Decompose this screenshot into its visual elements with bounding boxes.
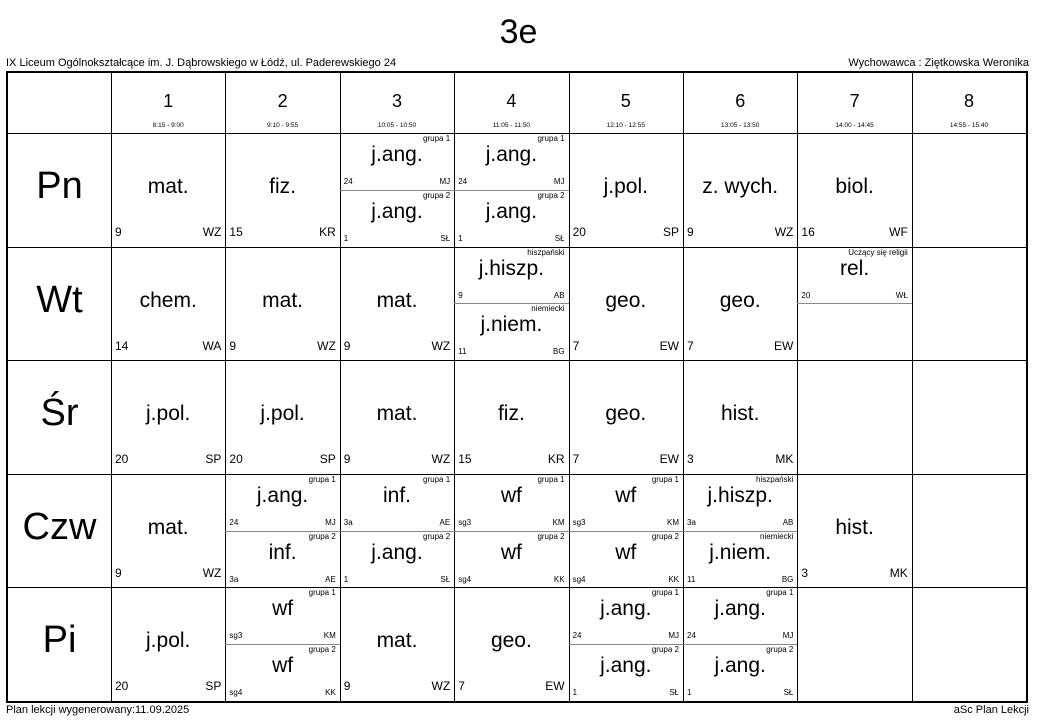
room-number: 9 [687,225,694,239]
lesson-cell [683,360,797,474]
group-label: grupa 1 [766,588,794,598]
lesson-subject: j.ang. [714,654,766,678]
teacher-code: KR [319,225,336,239]
group-label: Uczący się religii [848,247,908,257]
lesson-cell [454,360,568,474]
teacher-code: SP [205,452,222,467]
teacher-code: SŁ [554,233,565,243]
teacher-code: AE [439,517,451,527]
room-number: 1 [343,233,349,243]
group-divider [569,531,683,532]
teacher-code: KK [668,574,679,584]
lesson-subject: fiz. [497,402,525,426]
room-number: 9 [229,338,237,353]
lesson-cell [569,360,683,474]
teacher-code: KK [553,574,565,584]
teacher-code: WZ [431,338,451,353]
group-label: grupa 1 [423,134,451,143]
room-number: 14 [115,338,129,353]
period-time: 11:05 - 11:50 [492,122,531,129]
group-label: niemiecki [760,531,794,541]
lesson-subject: j.ang. [371,199,423,223]
room-number: 3a [343,517,353,527]
teacher-code: AB [553,290,565,300]
period-time: 14:55 - 15:40 [949,122,989,129]
lesson-subject: wf [272,654,294,678]
lesson-subject: j.ang. [256,483,309,507]
room-number: 20 [572,225,586,239]
room-number: 11 [458,347,467,357]
group-label: hiszpański [756,474,794,484]
group-label: grupa 2 [651,645,679,655]
lesson-subject: chem. [139,288,197,312]
teacher-code: EW [545,679,565,694]
group-label: grupa 2 [651,531,679,541]
lesson-subject: j.ang. [371,143,423,166]
lesson-cell [454,531,568,588]
room-number: sg3 [572,517,586,527]
room-number: 3 [801,565,809,580]
room-number: 20 [229,452,243,467]
room-number: 20 [115,679,129,694]
software-credit: aSc Plan Lekcji [953,704,1029,716]
period-header [912,73,1026,133]
teacher-code: EW [659,452,679,467]
teacher-code: KM [323,631,336,641]
group-label: grupa 1 [308,474,336,484]
lesson-subject: wf [500,540,522,564]
generated-date: Plan lekcji wygenerowany:11.09.2025 [6,704,190,716]
lesson-subject: wf [272,597,294,621]
lesson-cell [225,360,339,474]
lesson-cell [340,190,454,247]
room-number: sg4 [458,574,472,584]
lesson-subject: wf [615,540,637,564]
teacher-code: WA [202,338,222,353]
teacher-code: WZ [317,338,336,353]
period-time: 12:10 - 12:55 [606,122,645,129]
teacher-code: KM [552,517,565,527]
lesson-subject: wf [500,483,522,507]
lesson-subject: hist. [720,402,760,426]
lesson-cell [340,587,454,701]
teacher-code: AE [325,574,336,584]
lesson-cell [454,247,568,304]
day-label: Pn [36,165,83,207]
teacher-code: KK [325,688,336,698]
lesson-cell [225,587,339,644]
lesson-cell [569,474,683,531]
teacher-code: MJ [439,177,451,186]
group-label: grupa 2 [537,190,565,200]
room-number: 9 [343,679,351,694]
lesson-subject: j.pol. [603,175,648,198]
room-number: 11 [687,574,696,584]
group-label: grupa 2 [766,645,794,655]
lesson-subject: j.ang. [600,654,652,678]
lesson-cell [111,360,225,474]
teacher-code: WF [889,225,908,239]
lesson-cell [454,133,568,190]
group-divider [683,644,797,645]
room-number: 7 [458,679,465,694]
group-label: grupa 2 [423,531,451,541]
teacher-code: WZ [202,225,222,239]
group-label: grupa 2 [308,531,336,541]
period-number: 1 [163,91,174,111]
room-number: 9 [343,452,351,467]
period-number: 8 [963,91,974,111]
lesson-subject: j.niem. [709,540,772,564]
teacher-code: WŁ [895,290,908,300]
teacher-code: MJ [782,631,794,641]
room-number: 1 [343,574,349,584]
lesson-subject: z. wych. [702,175,779,198]
lesson-cell [569,133,683,247]
group-label: grupa 2 [537,531,565,541]
group-divider [225,531,339,532]
lesson-subject: mat. [376,402,418,426]
room-number: 24 [458,177,468,186]
period-header [340,73,454,133]
lesson-cell [683,587,797,644]
teacher-code: SP [662,225,679,239]
period-number: 4 [506,91,517,111]
teacher-code: WZ [202,565,222,580]
period-header [225,73,339,133]
room-number: 20 [115,452,129,467]
lesson-cell [111,474,225,588]
lesson-cell [797,247,911,304]
lesson-subject: fiz. [269,175,296,198]
lesson-subject: mat. [147,175,189,198]
teacher-code: BG [553,347,565,357]
room-number: 9 [115,565,122,580]
period-number: 5 [620,91,631,111]
room-number: 9 [343,338,351,353]
period-number: 3 [391,91,402,111]
lesson-subject: j.ang. [485,143,538,166]
lesson-subject: j.pol. [146,402,191,426]
room-number: 1 [458,233,463,243]
lesson-cell [340,360,454,474]
period-time: 14:00 - 14:45 [835,122,874,129]
lesson-subject: wf [615,483,637,507]
lesson-cell [111,587,225,701]
lesson-subject: mat. [376,629,418,653]
teacher-code: SŁ [440,233,451,243]
room-number: 1 [572,688,578,698]
day-label: Pi [42,619,77,662]
lesson-cell [683,644,797,701]
group-divider [454,531,568,532]
teacher-code: MK [889,565,908,580]
lesson-subject: rel. [839,256,870,280]
room-number: sg4 [572,574,586,584]
lesson-subject: mat. [147,515,189,539]
group-divider [454,190,568,191]
group-label: grupa 1 [423,474,451,484]
group-divider [683,531,797,532]
lesson-subject: j.pol. [146,629,191,653]
lesson-cell [797,474,911,588]
period-number: 7 [849,91,860,111]
group-label: grupa 1 [308,588,336,598]
group-divider [225,644,339,645]
lesson-cell [797,133,911,247]
room-number: sg4 [229,688,243,698]
teacher-code: KM [666,517,679,527]
lesson-cell [683,474,797,531]
lesson-cell [454,474,568,531]
period-header [797,73,911,133]
lesson-subject: inf. [268,540,297,564]
lesson-subject: inf. [382,483,411,507]
lesson-cell [454,303,568,360]
lesson-cell [569,587,683,644]
lesson-cell [454,190,568,247]
period-header [569,73,683,133]
group-label: niemiecki [531,304,565,314]
day-label: Śr [40,392,79,435]
class-teacher: Wychowawca : Ziętkowska Weronika [848,57,1029,69]
room-number: 7 [572,452,580,467]
timetable-grid [6,71,1028,703]
teacher-code: MK [775,452,794,467]
group-label: grupa 1 [537,134,565,143]
room-number: 16 [801,225,815,239]
teacher-code: SŁ [669,688,679,698]
lesson-subject: j.ang. [600,597,652,621]
room-number: 7 [687,338,694,353]
period-number: 2 [277,91,288,111]
school-name: IX Liceum Ogólnokształcące im. J. Dąbrowskiego w Łódź, ul. Paderewskiego 24 [6,57,397,69]
lesson-cell [340,531,454,588]
room-number: 9 [115,225,122,239]
grid-vline [912,73,913,701]
page-title: 3e [499,13,538,51]
group-divider [340,190,454,191]
group-label: grupa 1 [651,474,679,484]
lesson-cell [225,644,339,701]
teacher-code: SP [205,679,222,694]
group-label: hiszpański [527,247,565,257]
lesson-cell [340,247,454,361]
period-number: 6 [735,91,746,111]
room-number: sg3 [229,631,243,641]
room-number: 3 [687,452,694,467]
room-number: sg3 [458,517,472,527]
period-time: 10:05 - 10:50 [377,122,417,129]
room-number: 1 [687,688,692,698]
lesson-cell [683,247,797,361]
room-number: 20 [801,290,811,300]
lesson-cell [340,133,454,190]
group-divider [454,303,568,304]
lesson-subject: j.ang. [714,597,766,621]
room-number: 7 [572,338,580,353]
day-label: Czw [22,505,97,548]
room-number: 9 [458,290,463,300]
lesson-cell [683,531,797,588]
period-time: 9:10 - 9:55 [267,122,299,129]
lesson-cell [340,474,454,531]
lesson-subject: geo. [490,629,532,653]
lesson-cell [569,531,683,588]
teacher-code: EW [774,338,794,353]
lesson-cell [225,531,339,588]
lesson-cell [683,133,797,247]
period-time: 13:05 - 13:50 [721,122,760,129]
teacher-code: MJ [553,177,565,186]
room-number: 24 [572,631,582,641]
period-header [454,73,568,133]
room-number: 15 [229,225,243,239]
group-label: grupa 1 [651,588,679,598]
lesson-subject: biol. [835,175,874,198]
lesson-subject: geo. [605,402,647,426]
teacher-code: KR [547,452,565,467]
period-header [683,73,797,133]
period-header [111,73,225,133]
lesson-subject: j.hiszp. [478,256,545,280]
lesson-subject: geo. [719,288,761,312]
lesson-cell [225,133,339,247]
group-divider [340,531,454,532]
group-label: grupa 2 [308,645,336,655]
lesson-cell [569,644,683,701]
teacher-code: EW [659,338,679,353]
teacher-code: WZ [431,679,451,694]
group-label: grupa 2 [423,190,451,200]
lesson-cell [111,133,225,247]
lesson-subject: j.niem. [480,313,543,337]
lesson-subject: j.pol. [260,402,305,426]
teacher-code: WZ [431,452,451,467]
teacher-code: SŁ [440,574,451,584]
teacher-code: AB [782,517,794,527]
teacher-code: SŁ [783,688,794,698]
room-number: 15 [458,452,472,467]
teacher-code: WZ [774,225,794,239]
teacher-code: BG [781,574,794,584]
lesson-cell [569,247,683,361]
lesson-subject: j.hiszp. [707,483,773,507]
room-number: 24 [343,177,353,186]
lesson-cell [225,474,339,531]
teacher-code: MJ [668,631,679,641]
lesson-subject: mat. [376,288,418,312]
group-divider [569,644,683,645]
period-time: 8:15 - 9:00 [152,122,184,129]
lesson-subject: geo. [605,288,647,312]
room-number: 3a [687,517,696,527]
room-number: 24 [687,631,696,641]
lesson-cell [454,587,568,701]
lesson-subject: hist. [835,515,874,539]
lesson-cell [225,247,339,361]
lesson-subject: j.ang. [485,199,538,223]
day-label: Wt [36,278,83,321]
teacher-code: MJ [325,517,336,527]
group-label: grupa 1 [537,474,565,484]
lesson-subject: mat. [262,288,303,312]
room-number: 3a [229,574,239,584]
room-number: 24 [229,517,239,527]
teacher-code: SP [319,452,336,467]
lesson-cell [111,247,225,361]
group-divider [797,303,911,304]
lesson-subject: j.ang. [371,540,423,564]
